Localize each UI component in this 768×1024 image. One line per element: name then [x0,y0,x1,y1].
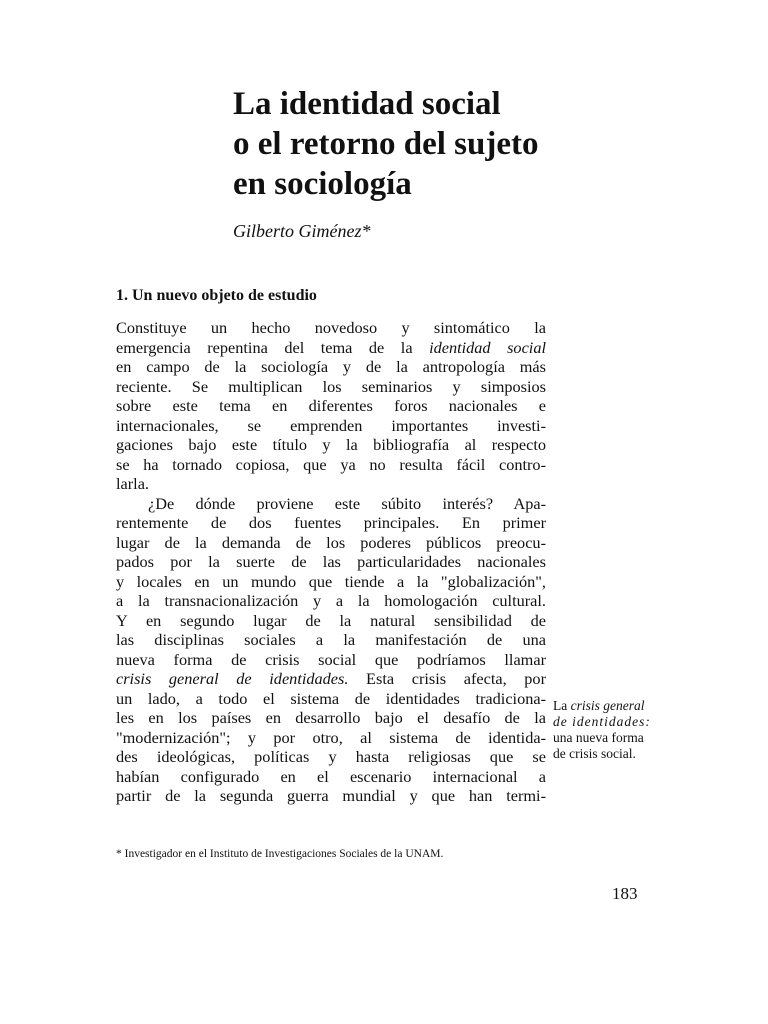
body-line: lugar de la demanda de los poderes públicos preocu- [116,532,546,552]
section-heading: 1. Un nuevo objeto de estudio [116,287,317,304]
body-line: Constituye un hecho novedoso y sintomático la [116,318,546,337]
body-line: un lado, a todo el sistema de identidades tradiciona- [116,688,546,708]
body-line: internacionales, se emprenden importantes investi- [116,415,546,435]
body-line: ¿De dónde proviene este súbito interés? Apa- [148,493,546,513]
body-line: a la transnacionalización y a la homologación cultural. [116,591,546,610]
body-line: partir de la segunda guerra mundial y que han termi- [116,786,546,805]
body-line: en campo de la sociología y de la antropología más [116,357,546,376]
margin-note-line: una nueva forma [553,730,644,745]
author-name: Gilberto Giménez* [233,221,371,241]
body-line: pados por la suerte de las particularidades nacionales [116,552,546,571]
title-line-2: o el retorno del sujeto [233,126,539,162]
body-line: rentemente de dos fuentes principales. En primer [116,513,546,532]
body-line: habían configurado en el escenario internacional a [116,766,546,786]
body-line: les en los países en desarrollo bajo el desafío de la [116,708,546,727]
body-line: sobre este tema en diferentes foros nacionales e [116,396,546,415]
body-line: se ha tornado copiosa, que ya no resulta fácil contro- [116,454,546,474]
footnote: * Investigador en el Instituto de Investigaciones Sociales de la UNAM. [116,848,444,860]
body-line: nueva forma de crisis social que podríamos llamar [116,649,546,669]
margin-note [553,698,693,762]
margin-note-line: de identidades: [553,714,651,729]
body-line: des ideológicas, políticas y hasta religiosas que se [116,747,546,766]
body-line: reciente. Se multiplican los seminarios y simposios [116,376,546,396]
title-line-3: en sociología [233,166,412,202]
body-line: "modernización"; y por otro, al sistema de identida- [116,727,546,747]
page-number: 183 [612,884,638,903]
emphasis-term: identidad social [429,337,546,357]
margin-note-line: La crisis general [553,698,645,713]
body-text [116,318,546,806]
body-line: y locales en un mundo que tiende a la "globalización", [116,571,546,591]
article-title [233,84,653,204]
margin-note-line: de crisis social. [553,746,636,761]
body-line: larla. [116,474,149,493]
body-line: las disciplinas sociales a la manifestación de una [116,630,546,649]
body-line: crisis general de identidades. Esta crisis afecta, por [116,669,546,688]
body-line: Y en segundo lugar de la natural sensibilidad de [116,610,546,630]
body-line: gaciones bajo este título y la bibliografía al respecto [116,435,546,454]
title-line-1: La identidad social [233,86,501,122]
body-line: emergencia repentina del tema de la identidad social [116,337,546,357]
emphasis-term: crisis general de identidades. [116,669,349,688]
